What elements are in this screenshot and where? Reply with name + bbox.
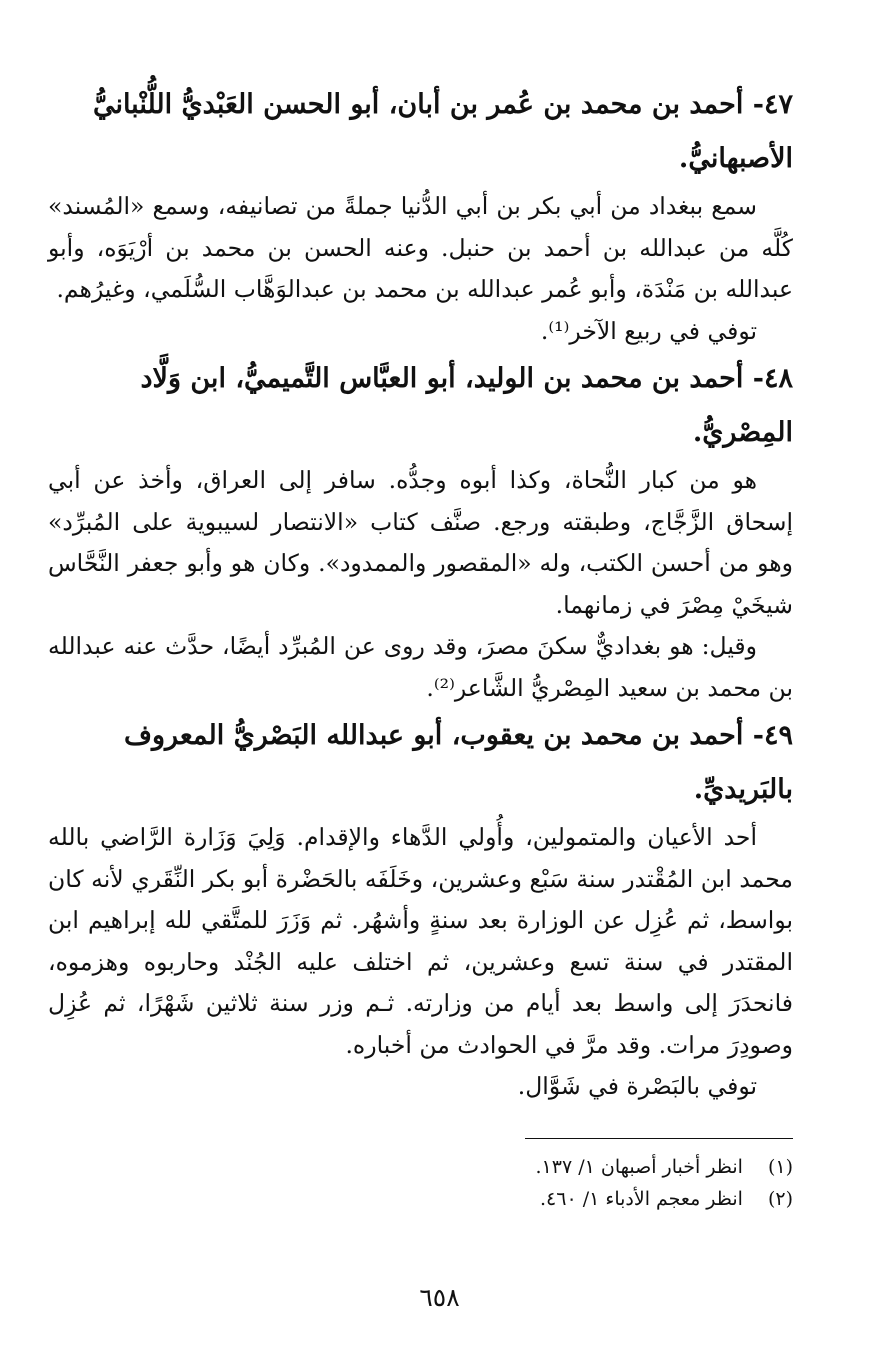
footnote-divider: [525, 1138, 793, 1139]
entry-heading-48: ٤٨- أحمد بن محمد بن الوليد، أبو العبَّاس التَّميميُّ، ابن وَلَّاد المِصْريُّ.: [140, 363, 793, 448]
footnote-number: (٢): [767, 1188, 793, 1210]
entry-48-paragraph-1: هو من كبار النُّحاة، وكذا أبوه وجدُّه. سافر إلى العراق، وأخذ عن أبي إسحاق الزَّجَّاج، وطبقته ورجع. صنَّف كتاب «الانتصار لسيبوية على المُبرِّد» وهو من أحسن الكتب، وله «المقصور والممدود». وكان هو وأبو جعفر النَّحَّاس شيخَيْ مِصْرَ في زمانهما.: [48, 466, 793, 619]
footnote-2: [48, 1183, 793, 1215]
footnote-text: انظر أخبار أصبهان ١/ ١٣٧.: [535, 1156, 743, 1178]
page-body: [48, 78, 793, 1108]
entry-heading-47: ٤٧- أحمد بن محمد بن عُمر بن أبان، أبو الحسن العَبْديُّ اللُّنْبانيُّ الأصبهانيُّ.: [92, 89, 793, 174]
footnote-text: انظر معجم الأدباء ١/ ٤٦٠.: [540, 1188, 743, 1210]
footnote-number: (١): [767, 1156, 793, 1178]
entry-47-paragraph-1: سمع ببغداد من أبي بكر بن أبي الدُّنيا جملةً من تصانيفه، وسمع «المُسند» كُلَّه من عبدالله بن أحمد بن حنبل. وعنه الحسن بن محمد بن أرْيَوَه، وأبو عبدالله بن مَنْدَة، وأبو عُمر عبدالله بن محمد بن عبدالوَهَّاب السُّلَمي، وغيرُهم.: [48, 192, 793, 303]
page-number: ٦٥٨: [419, 1283, 460, 1312]
footnotes: [48, 1138, 793, 1215]
entry-49-paragraph-1: أحد الأعيان والمتمولين، وأُولي الدَّهاء والإقدام. وَلِيَ وَزَارة الرَّاضي بالله محمد ابن المُقْتدر سنة سَبْع وعشرين، وخَلَفَه بالحَضْرة أبو بكر النِّقَري لأنه كان بواسط، ثم عُزِل عن الوزارة بعد سنةٍ وأشهُر. ثم وَزَرَ للمتَّقي لله إبراهيم ابن المقتدر في سنة تسع وعشرين، ثم اختلف عليه الجُنْد وحاربوه وهزموه، فانحدَرَ إلى واسط بعد أيام من وزارته. ثـم وزر سنة ثلاثين شَهْرًا، ثم عُزِل وصودِرَ مرات. وقد مرَّ في الحوادث من أخباره.: [48, 823, 793, 1059]
entry-heading-49: ٤٩- أحمد بن محمد بن يعقوب، أبو عبدالله البَصْريُّ المعروف بالبَريديِّ.: [123, 720, 793, 805]
entry-48-paragraph-2: وقيل: هو بغداديٌّ سكنَ مصرَ، وقد روى عن المُبرِّد أيضًا، حدَّث عنه عبدالله بن محمد بن سعيد المِصْريُّ الشَّاعر⁽²⁾.: [48, 632, 793, 702]
entry-49-paragraph-2: توفي بالبَصْرة في شَوَّال.: [517, 1072, 757, 1100]
footnote-1: [48, 1151, 793, 1183]
entry-47-paragraph-2: توفي في ربيع الآخر⁽¹⁾.: [540, 316, 757, 345]
